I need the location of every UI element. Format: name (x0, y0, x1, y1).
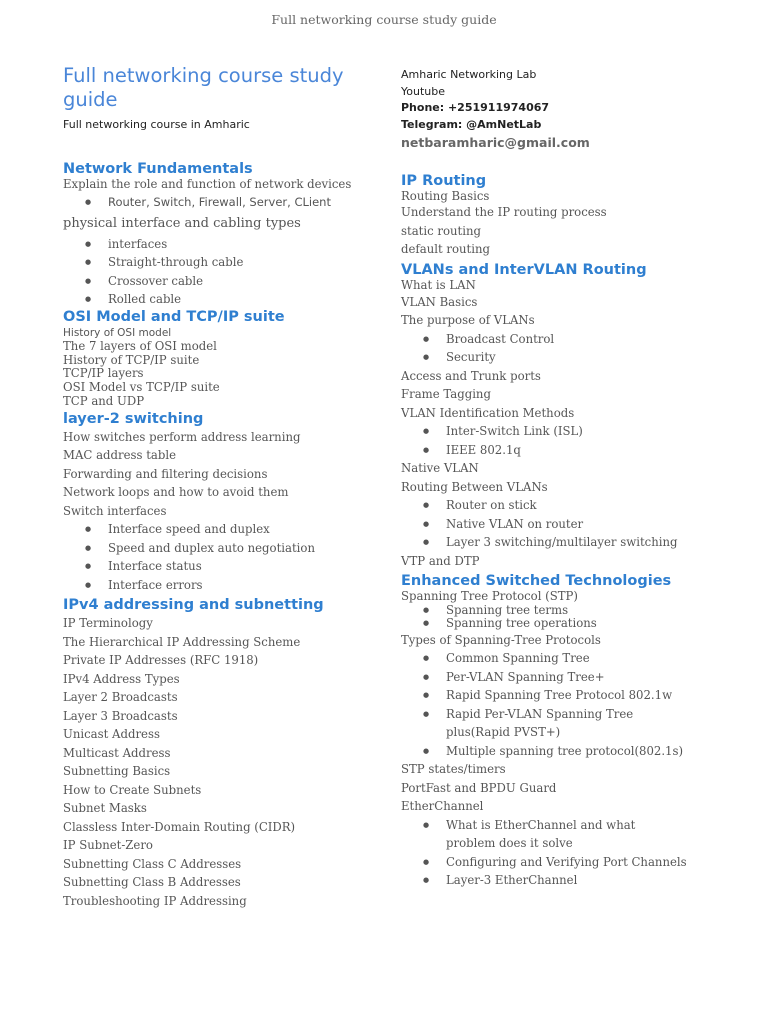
list-item: How switches perform address learning (63, 429, 301, 444)
list-item: Switch interfaces (63, 503, 167, 518)
left-column (63, 64, 363, 910)
list-item: Network loops and how to avoid them (63, 485, 289, 500)
list-item: ● Router on stick (401, 496, 701, 515)
list-item: Forwarding and filtering decisions (63, 466, 268, 481)
contact-block (401, 67, 701, 152)
list-item: What is LAN (401, 277, 476, 292)
list-item: IP Subnet-Zero (63, 838, 153, 853)
list-item: ● interfaces (63, 235, 363, 254)
contact-org: Amharic Networking Lab (401, 68, 537, 81)
contact-telegram: Telegram: @AmNetLab (401, 117, 542, 131)
list-item: Routing Between VLANs (401, 479, 548, 494)
list-item: ● Straight-through cable (63, 253, 363, 272)
list-item: VLAN Identification Methods (401, 405, 575, 420)
list-item: ● Multiple spanning tree protocol(802.1s) (401, 742, 701, 761)
list-item: Layer 2 Broadcasts (63, 690, 178, 705)
list-item: Types of Spanning-Tree Protocols (401, 632, 601, 647)
section-title-ipv4: IPv4 addressing and subnetting (63, 597, 324, 614)
list-item: ● Rapid Per-VLAN Spanning Tree plus(Rapid PVST+) (401, 705, 656, 742)
list-item: How to Create Subnets (63, 782, 202, 797)
list-item: ● Broadcast Control (401, 330, 701, 349)
list-item: static routing (401, 223, 481, 238)
list-item: The 7 layers of OSI model (63, 338, 217, 353)
osi-history: History of OSI model (63, 326, 172, 339)
list-item: ● Native VLAN on router (401, 515, 701, 534)
list-item: Subnet Masks (63, 801, 147, 816)
list-item: ● Rolled cable (63, 290, 363, 309)
list-item: ● What is EtherChannel and what problem does it solve (401, 816, 676, 853)
section-title-layer2-switching: layer-2 switching (63, 410, 204, 427)
list-item: History of TCP/IP suite (63, 352, 200, 367)
list-item: Access and Trunk ports (401, 368, 541, 383)
list-item: ● Router, Switch, Firewall, Server, CLient (63, 192, 363, 213)
page-header: Full networking course study guide (271, 12, 497, 27)
list-item: Classless Inter-Domain Routing (CIDR) (63, 819, 296, 834)
list-item: Understand the IP routing process (401, 205, 607, 220)
list-item: PortFast and BPDU Guard (401, 780, 557, 795)
section-title-osi-model: OSI Model and TCP/IP suite (63, 308, 285, 325)
document-subtitle: Full networking course in Amharic (63, 118, 250, 131)
list-item: ● Common Spanning Tree (401, 649, 701, 668)
list-item: IPv4 Address Types (63, 671, 180, 686)
list-item: MAC address table (63, 448, 177, 463)
section-title-network-fundamentals: Network Fundamentals (63, 161, 253, 177)
list-item: ● Interface errors (63, 576, 363, 595)
list-item: Frame Tagging (401, 387, 491, 402)
list-item: IP Terminology (63, 616, 153, 631)
list-item: ● Speed and duplex auto negotiation (63, 539, 363, 558)
list-item: default routing (401, 242, 490, 257)
list-item: VTP and DTP (401, 553, 480, 568)
list-item: ● Per-VLAN Spanning Tree+ (401, 668, 701, 687)
document-title: Full networking course study guide (63, 64, 344, 111)
list-item: Subnetting Basics (63, 764, 171, 779)
section-title-enhanced-switched: Enhanced Switched Technologies (401, 573, 672, 590)
list-item: Multicast Address (63, 745, 171, 760)
list-item: Routing Basics (401, 188, 490, 203)
section-title-vlans: VLANs and InterVLAN Routing (401, 261, 647, 278)
list-item: Spanning Tree Protocol (STP) (401, 589, 578, 604)
cabling-heading: physical interface and cabling types (63, 215, 301, 231)
list-item: The purpose of VLANs (401, 313, 535, 328)
list-item: Layer 3 Broadcasts (63, 708, 178, 723)
list-item: ● Interface status (63, 557, 363, 576)
fundamentals-intro: Explain the role and function of network devices (63, 177, 352, 191)
list-item: Native VLAN (401, 461, 479, 476)
list-item: VLAN Basics (401, 294, 478, 309)
list-item: ● Security (401, 348, 701, 367)
list-item: ● Configuring and Verifying Port Channels (401, 853, 701, 872)
list-item: Troubleshooting IP Addressing (63, 893, 247, 908)
list-item: ● Layer 3 switching/multilayer switching (401, 533, 701, 552)
list-item: Private IP Addresses (RFC 1918) (63, 653, 259, 668)
list-item: STP states/timers (401, 762, 506, 777)
list-item: Subnetting Class C Addresses (63, 856, 242, 871)
list-item: TCP and UDP (63, 393, 145, 408)
list-item: ● Crossover cable (63, 272, 363, 291)
list-item: ● Interface speed and duplex (63, 520, 363, 539)
section-title-ip-routing: IP Routing (401, 172, 487, 189)
list-item: ● Spanning tree operations (401, 617, 701, 631)
list-item: ● Rapid Spanning Tree Protocol 802.1w (401, 686, 701, 705)
list-item: ● Layer-3 EtherChannel (401, 871, 701, 890)
list-item: TCP/IP layers (63, 366, 144, 381)
list-item: ● IEEE 802.1q (401, 441, 701, 460)
list-item: ● Spanning tree terms (401, 604, 701, 618)
list-item: OSI Model vs TCP/IP suite (63, 380, 220, 395)
list-item: The Hierarchical IP Addressing Scheme (63, 634, 301, 649)
contact-channel: Youtube (401, 84, 445, 98)
contact-email: netbaramharic@gmail.com (401, 135, 590, 150)
list-item: Unicast Address (63, 727, 160, 742)
list-item: ● Inter-Switch Link (ISL) (401, 422, 701, 441)
contact-phone: Phone: +251911974067 (401, 101, 550, 114)
right-column (401, 64, 701, 890)
list-item: Subnetting Class B Addresses (63, 875, 241, 890)
list-item: EtherChannel (401, 799, 484, 814)
